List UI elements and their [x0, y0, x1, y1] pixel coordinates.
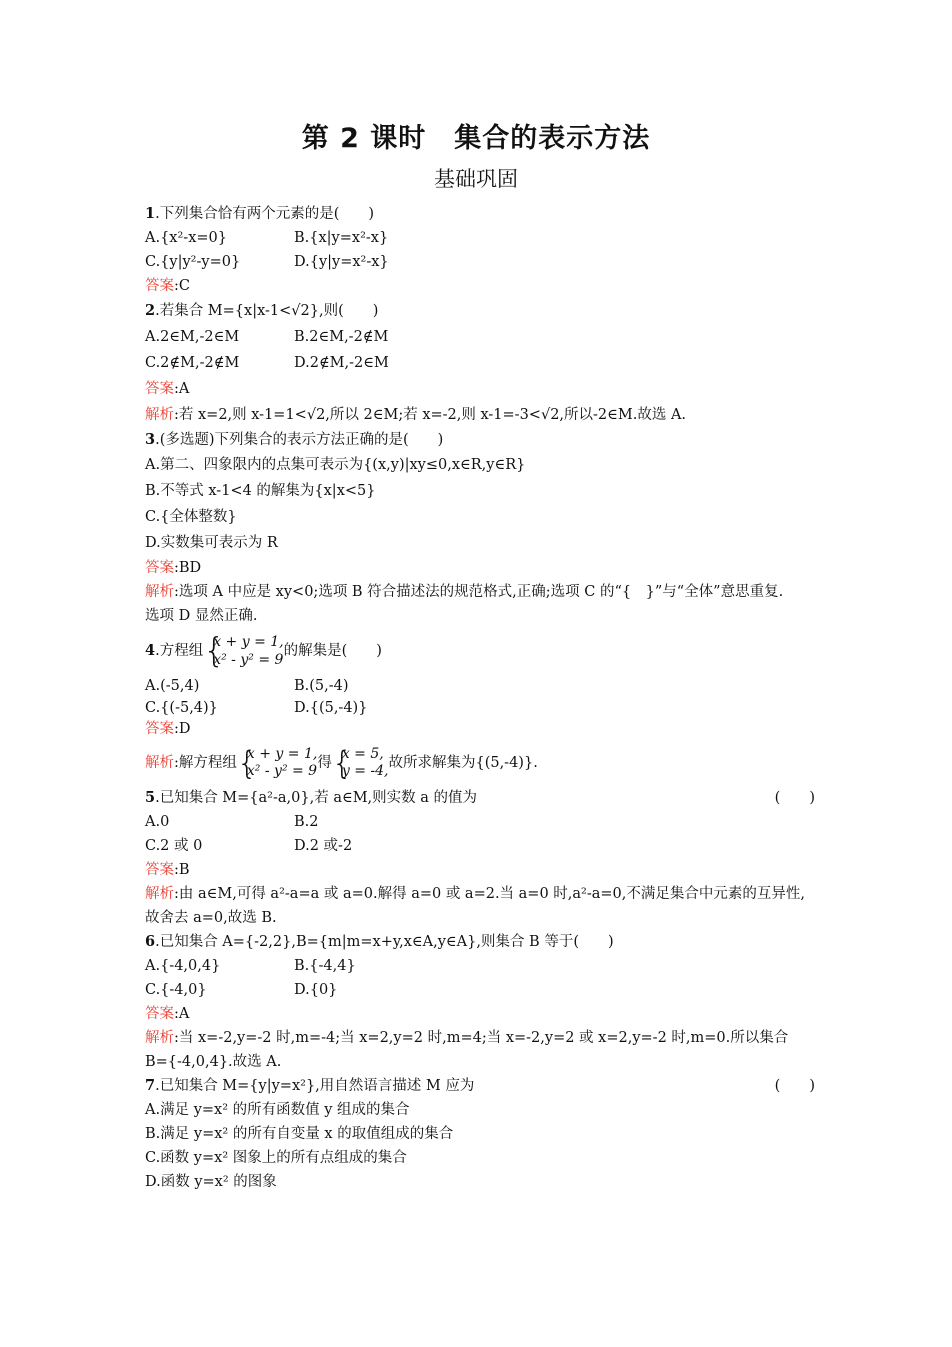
question-5-stem: 5.已知集合 M={a²-a,0},若 a∈M,则实数 a 的值为 ( ): [145, 789, 815, 806]
question-3-answer: 答案:BD: [145, 560, 202, 576]
question-list: [145, 202, 815, 1194]
question-7-option-d: D.函数 y=x² 的图象: [145, 1174, 277, 1190]
question-3-analysis: 解析:选项 A 中应是 xy<0;选项 B 符合描述法的规范格式,正确;选项 C 的“{ }”与“全体”意思重复.: [145, 584, 784, 600]
solution-system: { x = 5, y = -4,: [331, 744, 389, 782]
question-3-option-d: D.实数集可表示为 R: [145, 535, 278, 551]
question-4-options-row-2: [145, 698, 815, 718]
question-5-answer: 答案:B: [145, 862, 190, 878]
question-4-stem: 4.方程组 { x + y = 1, x² - y² = 9 的解集是( ): [145, 631, 382, 671]
option-d: D.{0}: [294, 982, 338, 998]
section-subtitle: 基础巩固: [434, 167, 518, 191]
question-7-option-a: A.满足 y=x² 的所有函数值 y 组成的集合: [145, 1102, 410, 1118]
option-c: C.{(-5,4)}: [145, 700, 218, 716]
question-6-options-row-1: [145, 954, 815, 978]
option-c: C.2∉M,-2∉M: [145, 355, 240, 371]
question-3-stem: 3.(多选题)下列集合的表示方法正确的是( ): [145, 431, 444, 448]
option-a: A.{-4,0,4}: [145, 958, 221, 974]
option-b: B.{x|y=x²-x}: [294, 230, 389, 246]
equation-system: { x + y = 1, x² - y² = 9: [203, 631, 284, 671]
question-4-options-row-1: [145, 674, 815, 698]
question-5-options-row-1: [145, 810, 815, 834]
option-a: A.0: [145, 814, 170, 830]
question-1-answer: 答案:C: [145, 278, 190, 294]
option-c: C.{-4,0}: [145, 982, 207, 998]
question-1-stem: 1.下列集合恰有两个元素的是( ): [145, 205, 375, 222]
option-b: B.{-4,4}: [294, 958, 356, 974]
question-2-answer: 答案:A: [145, 381, 190, 397]
question-2-stem: 2.若集合 M={x|x-1<√2},则( ): [145, 302, 379, 319]
question-2-options-row-1: [145, 324, 815, 350]
question-7-option-c: C.函数 y=x² 图象上的所有点组成的集合: [145, 1150, 407, 1166]
question-3-option-a: A.第二、四象限内的点集可表示为{(x,y)|xy≤0,x∈R,y∈R}: [145, 457, 526, 473]
question-2-options-row-2: [145, 350, 815, 376]
page-title: 第 2 课时 集合的表示方法: [301, 123, 651, 154]
question-3-option-c: C.{全体整数}: [145, 509, 237, 525]
option-a: A.{x²-x=0}: [145, 230, 227, 246]
option-d: D.{y|y=x²-x}: [294, 254, 389, 270]
question-5-analysis: 解析:由 a∈M,可得 a²-a=a 或 a=0.解得 a=0 或 a=2.当 a=0 时,a²-a=0,不满足集合中元素的互异性,故舍去 a=0,故选 B.: [145, 886, 805, 926]
equation-system: { x + y = 1, x² - y² = 9: [236, 744, 318, 782]
option-d: D.2 或-2: [294, 838, 353, 854]
question-4-answer: 答案:D: [145, 721, 191, 737]
question-2-analysis: 解析:若 x=2,则 x-1=1<√2,所以 2∈M;若 x=-2,则 x-1=-3<√2,所以-2∈M.故选 A.: [145, 407, 687, 423]
option-b: B.2: [294, 814, 319, 830]
option-c: C.2 或 0: [145, 838, 203, 854]
question-6-stem: 6.已知集合 A={-2,2},B={m|m=x+y,x∈A,y∈A},则集合 B 等于( ): [145, 933, 614, 950]
option-a: A.(-5,4): [145, 678, 200, 694]
question-1-options-row-2: [145, 250, 815, 274]
question-3-analysis-continued: 选项 D 显然正确.: [145, 608, 258, 624]
question-7-stem: 7.已知集合 M={y|y=x²},用自然语言描述 M 应为 ( ): [145, 1077, 815, 1094]
question-1-options-row-1: [145, 226, 815, 250]
option-d: D.2∉M,-2∈M: [294, 355, 389, 371]
option-b: B.(5,-4): [294, 678, 349, 694]
question-7-option-b: B.满足 y=x² 的所有自变量 x 的取值组成的集合: [145, 1126, 454, 1142]
option-c: C.{y|y²-y=0}: [145, 254, 241, 270]
option-b: B.2∈M,-2∉M: [294, 329, 389, 345]
option-a: A.2∈M,-2∈M: [145, 329, 240, 345]
option-d: D.{(5,-4)}: [294, 700, 368, 716]
question-5-options-row-2: [145, 834, 815, 858]
question-3-option-b: B.不等式 x-1<4 的解集为{x|x<5}: [145, 483, 376, 499]
question-4-analysis: 解析:解方程组 { x + y = 1, x² - y² = 9 得 { x = 5, y = -4, 故所求解集为{(5,-4)}.: [145, 744, 538, 782]
question-6-answer: 答案:A: [145, 1006, 190, 1022]
question-6-options-row-2: [145, 978, 815, 1002]
question-6-analysis: 解析:当 x=-2,y=-2 时,m=-4;当 x=2,y=2 时,m=4;当 x=-2,y=2 或 x=2,y=-2 时,m=0.所以集合 B={-4,0,4}.故选 A.: [145, 1030, 789, 1070]
